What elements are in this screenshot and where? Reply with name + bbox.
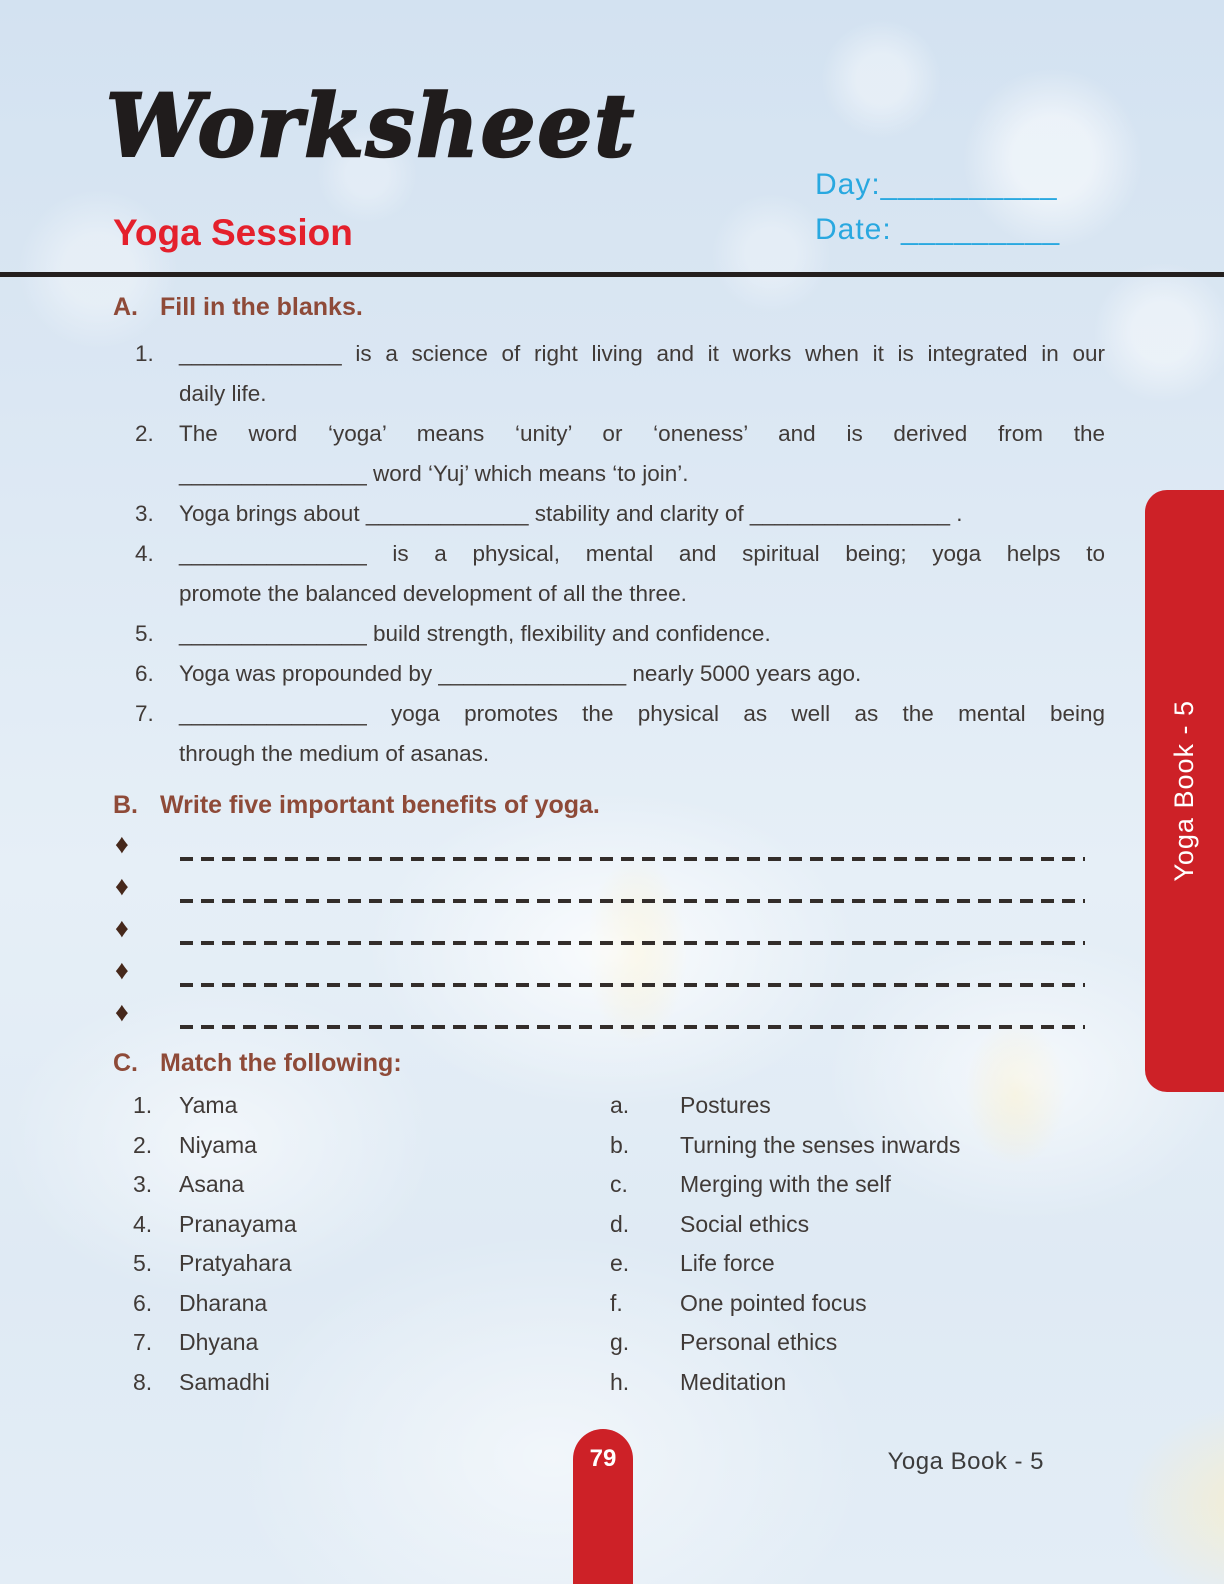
match-right-letter: f. [610, 1289, 623, 1316]
match-right-letter: c. [610, 1171, 628, 1197]
match-left-term: Dhyana [179, 1329, 259, 1355]
diamond-bullet-icon: ♦ [115, 955, 129, 985]
answer-line-row [113, 868, 1105, 910]
page-title: Worksheet [106, 76, 636, 177]
fill-item-number: 2. [135, 421, 154, 446]
diamond-bullet-icon: ♦ [115, 871, 129, 901]
fill-item-number: 3. [135, 501, 154, 526]
fill-item [113, 334, 1105, 414]
dashed-answer-line [180, 983, 1085, 987]
book-side-tab-label: Yoga Book - 5 [1169, 700, 1199, 882]
match-row [113, 1363, 1105, 1403]
diamond-bullet-icon: ♦ [115, 829, 129, 859]
fill-item-line: Yoga brings about _____________ stability and clarity of ________________ . [179, 501, 963, 526]
match-right-definition: Postures [680, 1092, 771, 1118]
answer-line-row [113, 910, 1105, 952]
answer-line-row [113, 994, 1105, 1036]
page-number: 79 [589, 1445, 617, 1472]
page-number-tab [573, 1429, 633, 1584]
section-b-title: Write five important benefits of yoga. [160, 791, 600, 819]
match-left-number: 6. [133, 1289, 153, 1316]
match-left-term: Asana [179, 1171, 245, 1197]
fill-item-number: 4. [135, 541, 154, 566]
worksheet-content [113, 292, 1105, 1402]
fill-item-line: through the medium of asanas. [179, 741, 490, 766]
match-left-number: 2. [133, 1131, 153, 1158]
section-a-title: Fill in the blanks. [160, 293, 363, 321]
match-left-term: Pratyahara [179, 1250, 292, 1276]
answer-line-row [113, 826, 1105, 868]
match-right-definition: One pointed focus [680, 1289, 867, 1316]
fill-item-line: promote the balanced development of all the three. [179, 581, 687, 606]
match-row [113, 1126, 1105, 1166]
day-field: Day:__________ [815, 168, 1058, 201]
match-row [113, 1284, 1105, 1324]
fill-item-line: _______________ is a physical, mental and spiritual being; yoga helps to [179, 541, 1105, 566]
section-a-heading [113, 292, 1105, 322]
fill-item-line: _______________ yoga promotes the physical as well as the mental being [179, 701, 1105, 726]
dashed-answer-line [180, 899, 1085, 903]
section-match [113, 1048, 1105, 1402]
fill-item-line: _______________ word ‘Yuj’ which means ‘to join’. [179, 461, 689, 486]
section-fill-in-the-blanks [113, 292, 1105, 774]
fill-item-line: _______________ build strength, flexibility and confidence. [179, 621, 771, 646]
match-left-number: 4. [133, 1210, 153, 1237]
fill-item [113, 414, 1105, 494]
section-a-label: A. [113, 293, 138, 321]
dashed-answer-line [180, 1025, 1085, 1029]
page-subtitle: Yoga Session [113, 212, 353, 253]
match-right-letter: b. [610, 1131, 630, 1158]
match-left-number: 5. [133, 1250, 153, 1276]
fill-item-line: Yoga was propounded by _______________ nearly 5000 years ago. [179, 661, 862, 686]
match-row [113, 1165, 1105, 1205]
fill-item-number: 6. [135, 661, 154, 686]
fill-item [113, 694, 1105, 774]
fill-item-line: _____________ is a science of right living and it works when it is integrated in our [179, 341, 1105, 366]
match-right-definition: Meditation [680, 1368, 787, 1395]
match-left-number: 7. [133, 1329, 153, 1355]
fill-item [113, 654, 1105, 694]
section-benefits [113, 790, 1105, 1036]
match-row [113, 1086, 1105, 1126]
match-row [113, 1244, 1105, 1284]
match-left-term: Dharana [179, 1289, 268, 1316]
match-left-number: 8. [133, 1368, 153, 1395]
section-b-label: B. [113, 791, 138, 819]
match-right-definition: Personal ethics [680, 1329, 838, 1355]
answer-line-row [113, 952, 1105, 994]
match-right-letter: a. [610, 1092, 630, 1118]
section-c-title: Match the following: [160, 1049, 402, 1077]
diamond-bullet-icon: ♦ [115, 913, 129, 943]
match-left-term: Niyama [179, 1131, 257, 1158]
match-left-term: Yama [179, 1092, 238, 1118]
book-side-tab [1145, 490, 1224, 1092]
fill-item [113, 494, 1105, 534]
section-c-heading [113, 1048, 1105, 1078]
match-right-definition: Life force [680, 1250, 775, 1276]
fill-item-line: daily life. [179, 381, 267, 406]
match-left-term: Samadhi [179, 1368, 270, 1395]
match-right-definition: Turning the senses inwards [680, 1131, 961, 1158]
match-row [113, 1205, 1105, 1245]
match-left-term: Pranayama [179, 1210, 297, 1237]
fill-item-number: 5. [135, 621, 154, 646]
section-c-label: C. [113, 1049, 138, 1077]
match-right-definition: Merging with the self [680, 1171, 891, 1197]
match-right-letter: h. [610, 1368, 630, 1395]
header-divider [0, 272, 1224, 277]
fill-item [113, 534, 1105, 614]
fill-item-line: The word ‘yoga’ means ‘unity’ or ‘oneness’ and is derived from the [179, 421, 1105, 446]
date-field: Date: _________ [815, 213, 1061, 246]
footer-book-label: Yoga Book - 5 [887, 1448, 1044, 1475]
dashed-answer-line [180, 857, 1085, 861]
dashed-answer-line [180, 941, 1085, 945]
match-right-letter: e. [610, 1250, 630, 1276]
match-row [113, 1323, 1105, 1363]
match-right-letter: d. [610, 1210, 630, 1237]
day-date-block [815, 162, 1060, 252]
fill-item-number: 1. [135, 341, 154, 366]
match-right-definition: Social ethics [680, 1210, 810, 1237]
section-b-heading [113, 790, 1105, 820]
match-left-number: 3. [133, 1171, 153, 1197]
fill-item-number: 7. [135, 701, 154, 726]
fill-item [113, 614, 1105, 654]
diamond-bullet-icon: ♦ [115, 997, 129, 1027]
match-right-letter: g. [610, 1329, 630, 1355]
match-left-number: 1. [133, 1092, 153, 1118]
